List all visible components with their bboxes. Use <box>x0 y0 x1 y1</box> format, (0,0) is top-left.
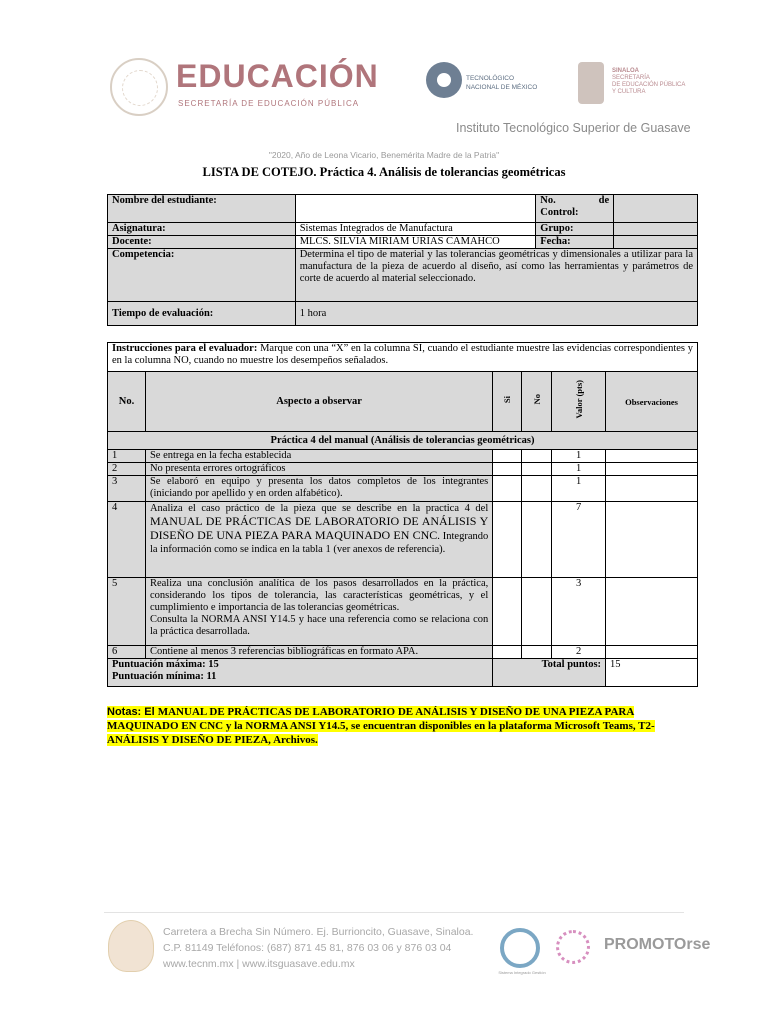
row-value: 7 <box>552 502 606 578</box>
competence-label: Competencia: <box>108 249 296 302</box>
integrated-system-label: Sistema Integrado Gestión <box>498 970 546 975</box>
row-aspect-text: Analiza el caso práctico de la pieza que se describe en la practica 4 del <box>149 503 489 514</box>
control-number-value <box>614 195 698 223</box>
teacher-label: Docente: <box>108 236 296 249</box>
student-name-label: Nombre del estudiante: <box>108 195 296 223</box>
total-points-value: 15 <box>606 659 698 687</box>
row-aspect <box>145 502 492 578</box>
table-row <box>108 646 698 659</box>
group-value <box>614 223 698 236</box>
evaluation-time-label: Tiempo de evaluación: <box>108 302 296 326</box>
itsg-crest-logo <box>108 920 154 972</box>
competence-value: Determina el tipo de material y las tolerancias geométricas y dimensionales a utilizar para la manufactura de la pieza de acuerdo al diseño, así como las herramientas y parámetros de corte de acuerdo al material seleccionado. <box>295 249 697 302</box>
row-aspect-text: Realiza una conclusión analítica de los pasos desarrollados en la práctica, considerando los tipos de tolerancia, las características geométricas, y el cumplimiento e importancia de las tolerancias geométricas. <box>149 578 489 613</box>
si-checkbox-cell[interactable] <box>493 476 522 502</box>
date-label: Fecha: <box>536 236 614 249</box>
footer-contact <box>163 924 473 972</box>
subject-label: Asignatura: <box>108 223 296 236</box>
total-points-label: Total puntos: <box>493 659 606 687</box>
no-checkbox-cell[interactable] <box>522 578 552 646</box>
tecnm-gear-logo <box>426 62 462 98</box>
year-motto: "2020, Año de Leona Vicario, Benemérita Madre de la Patria" <box>268 150 500 160</box>
subject-value: Sistemas Integrados de Manufactura <box>295 223 536 236</box>
table-row <box>108 450 698 463</box>
table-row <box>108 476 698 502</box>
no-checkbox-cell[interactable] <box>522 646 552 659</box>
notes-paragraph <box>107 705 697 747</box>
col-header-no-answer: No <box>531 394 542 405</box>
row-value: 1 <box>552 450 606 463</box>
col-header-si: Si <box>502 396 513 404</box>
row-value: 1 <box>552 463 606 476</box>
table-row <box>108 578 698 646</box>
no-checkbox-cell[interactable] <box>522 463 552 476</box>
row-number: 1 <box>108 450 146 463</box>
evaluation-time-value: 1 hora <box>295 302 697 326</box>
col-header-aspect: Aspecto a observar <box>145 372 492 432</box>
row-number: 5 <box>108 578 146 646</box>
observations-cell[interactable] <box>606 463 698 476</box>
no-checkbox-cell[interactable] <box>522 476 552 502</box>
row-aspect: Se elaboró en equipo y presenta los datos completos de los integrantes (iniciando por apellido y en orden alfabético). <box>145 476 492 502</box>
instructions-cell <box>108 343 698 372</box>
table-row <box>108 463 698 476</box>
row-aspect: Se entrega en la fecha establecida <box>145 450 492 463</box>
no-checkbox-cell[interactable] <box>522 450 552 463</box>
date-value <box>614 236 698 249</box>
row-aspect: No presenta errores ortográficos <box>145 463 492 476</box>
control-number-label: No. de Control: <box>536 195 614 223</box>
promotorse-logo: PROMOTOrse <box>604 936 711 953</box>
row-value: 2 <box>552 646 606 659</box>
observations-cell[interactable] <box>606 502 698 578</box>
notes-text: MANUAL DE PRÁCTICAS DE LABORATORIO DE ANÁLISIS Y DISEÑO DE UNA PIEZA PARA MAQUINADO EN CNC y la NORMA ANSI Y14.5, se encuentran disponibles en la plataforma Microsoft Teams, T2-ANÁLISIS Y DISEÑO DE PIEZA, Archivos. <box>107 706 655 746</box>
max-score: Puntuación máxima: 15 <box>112 659 219 670</box>
si-checkbox-cell[interactable] <box>493 578 522 646</box>
row-number: 4 <box>108 502 146 578</box>
col-header-no-cell <box>522 372 552 432</box>
institute-name: Instituto Tecnológico Superior de Guasave <box>456 121 691 135</box>
col-header-value: Valor (pts) <box>573 380 584 419</box>
si-checkbox-cell[interactable] <box>493 450 522 463</box>
row-value: 1 <box>552 476 606 502</box>
observations-cell[interactable] <box>606 476 698 502</box>
table-row <box>108 502 698 578</box>
tecnm-logo-text: TECNOLÓGICO NACIONAL DE MÉXICO <box>466 75 538 91</box>
col-header-si-cell <box>493 372 522 432</box>
footer-web: www.tecnm.mx | www.itsguasave.edu.mx <box>163 958 355 970</box>
si-checkbox-cell[interactable] <box>493 646 522 659</box>
student-info-table <box>107 194 698 326</box>
observations-cell[interactable] <box>606 450 698 463</box>
educacion-logo-title: EDUCACIÓN <box>176 58 379 94</box>
row-aspect-text-2: Consulta la NORMA ANSI Y14.5 y hace una referencia como se relaciona con la práctica desarrollada. <box>149 614 489 637</box>
group-label: Grupo: <box>536 223 614 236</box>
educacion-logo-subtitle: SECRETARÍA DE EDUCACIÓN PÚBLICA <box>178 99 360 108</box>
footer-divider <box>104 912 684 913</box>
teacher-value: MLCS. SILVIA MIRIAM URIAS CAMAHCO <box>295 236 536 249</box>
row-value: 3 <box>552 578 606 646</box>
row-number: 6 <box>108 646 146 659</box>
row-aspect: Contiene al menos 3 referencias bibliográficas en formato APA. <box>145 646 492 659</box>
no-checkbox-cell[interactable] <box>522 502 552 578</box>
observations-cell[interactable] <box>606 578 698 646</box>
instructions-text: Marque con una “X” en la columna SI, cuando el estudiante muestre las evidencias correspondientes y en la columna NO, cuando no muestre los desempeños señalados. <box>112 343 693 366</box>
footer-phones: C.P. 81149 Teléfonos: (687) 871 45 81, 876 03 06 y 876 03 04 <box>163 942 452 954</box>
student-name-value <box>295 195 536 223</box>
col-header-no: No. <box>108 372 146 432</box>
instructions-label: Instrucciones para el evaluador: <box>112 343 258 354</box>
row-number: 3 <box>108 476 146 502</box>
col-header-observations: Observaciones <box>606 372 698 432</box>
si-checkbox-cell[interactable] <box>493 502 522 578</box>
checklist-table <box>107 342 698 687</box>
row-aspect <box>145 578 492 646</box>
integrated-system-logo <box>500 928 540 968</box>
partner-circle-logo <box>556 930 590 964</box>
notes-label: Notas: El <box>107 706 158 718</box>
mexico-seal-logo <box>110 58 168 116</box>
score-summary <box>108 659 493 687</box>
min-score: Puntuación mínima: 11 <box>112 671 217 682</box>
col-header-value-cell <box>552 372 606 432</box>
document-title: LISTA DE COTEJO. Práctica 4. Análisis de tolerancias geométricas <box>202 165 566 179</box>
row-aspect-text-end: . Integrando la información como se indica en la tabla 1 (ver anexos de referencia). <box>149 531 489 555</box>
sinaloa-logo-text: SINALOA SECRETARÍA DE EDUCACIÓN PÚBLICA Y CULTURA <box>612 68 686 95</box>
row-number: 2 <box>108 463 146 476</box>
observations-cell[interactable] <box>606 646 698 659</box>
manual-name-text: MANUAL DE PRÁCTICAS DE LABORATORIO DE ANÁLISIS Y DISEÑO DE UNA PIEZA PARA MAQUINADO EN CNC <box>149 514 489 542</box>
si-checkbox-cell[interactable] <box>493 463 522 476</box>
section-title: Práctica 4 del manual (Análisis de tolerancias geométricas) <box>108 432 698 450</box>
sinaloa-shield-logo <box>578 62 604 104</box>
footer-address: Carretera a Brecha Sin Número. Ej. Burrioncito, Guasave, Sinaloa. <box>163 926 474 938</box>
